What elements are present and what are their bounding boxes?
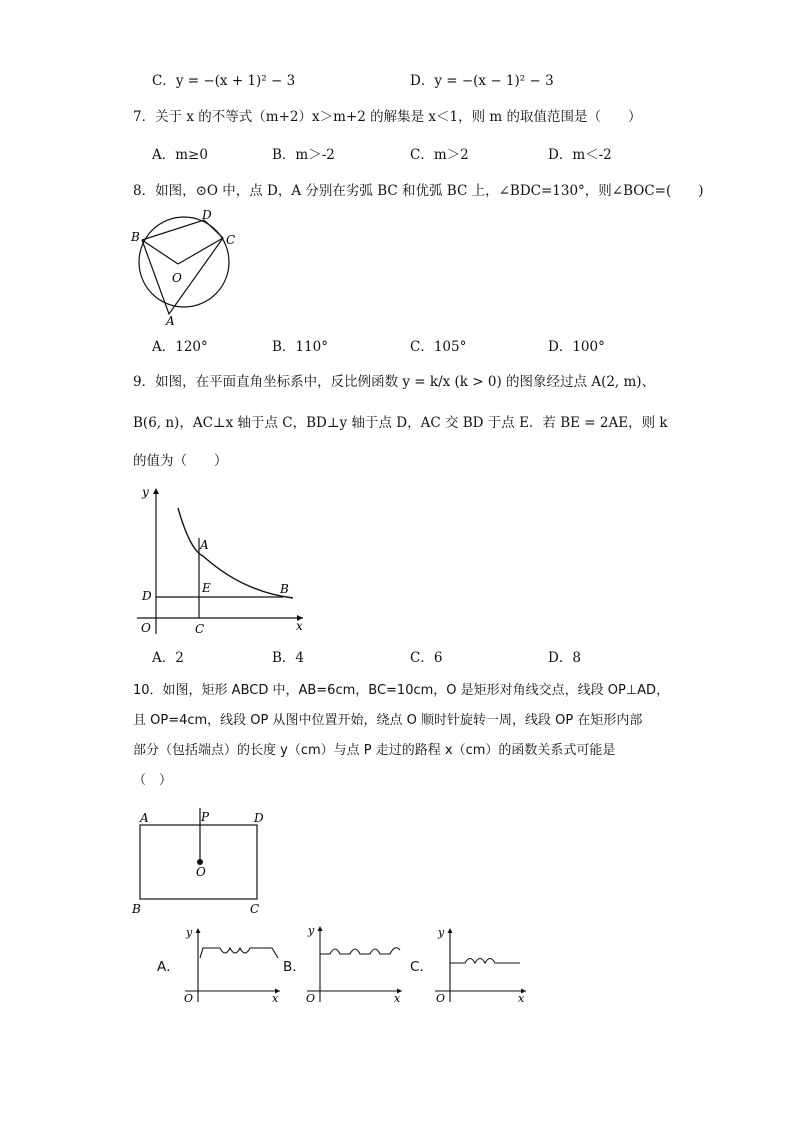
q10-graph-b-label-x: x bbox=[394, 992, 401, 1005]
q7-option-a: A．m≥0 bbox=[152, 147, 208, 163]
q10-graph-c bbox=[430, 924, 530, 1006]
q9-y-arrow bbox=[153, 488, 159, 494]
q10-graph-c-curve bbox=[450, 959, 520, 964]
q10-graph-c-y-arrow bbox=[448, 928, 453, 933]
q7-stem: 7．关于 x 的不等式（m+2）x＞m+2 的解集是 x＜1，则 m 的取值范围是（ ） bbox=[133, 109, 642, 125]
q9-stem-line1: 9．如图，在平面直角坐标系中，反比例函数 y = k/x (k > 0) 的图象经过点 A(2, m)、 bbox=[133, 374, 656, 390]
q9-hyperbola bbox=[178, 508, 293, 598]
q6-option-c: C．y = −(x + 1)² − 3 bbox=[152, 73, 296, 89]
q9-option-a: A．2 bbox=[152, 650, 184, 666]
q10-option-c-label: C． bbox=[410, 959, 433, 975]
q7-option-d: D．m＜-2 bbox=[548, 147, 612, 163]
q10-graph-c-label-o: O bbox=[436, 992, 446, 1005]
q10-label-b: B bbox=[132, 902, 141, 916]
q10-label-p: P bbox=[201, 810, 210, 824]
q9-stem-line2: B(6, n)，AC⊥x 轴于点 C，BD⊥y 轴于点 D，AC 交 BD 于点 E．若 BE = 2AE，则 k bbox=[133, 415, 668, 431]
q10-graph-b-label-y: y bbox=[308, 924, 315, 937]
q9-label-a: A bbox=[200, 538, 209, 552]
q9-label-o: O bbox=[141, 621, 151, 635]
q9-option-d: D．8 bbox=[548, 650, 581, 666]
q10-graph-a-y-arrow bbox=[196, 928, 201, 933]
q9-label-b: B bbox=[280, 582, 289, 596]
q10-label-o: O bbox=[196, 865, 206, 879]
q10-rectangle-figure bbox=[128, 802, 273, 920]
q8-option-c: C．105° bbox=[410, 339, 467, 355]
q8-segment-bo bbox=[142, 240, 178, 264]
q10-graph-a-curve bbox=[200, 948, 278, 958]
q9-label-y: y bbox=[142, 485, 149, 499]
q8-label-d: D bbox=[202, 208, 212, 222]
q10-graph-a-label-y: y bbox=[186, 926, 193, 939]
q10-graph-c-label-x: x bbox=[518, 992, 525, 1005]
q9-option-b: B．4 bbox=[272, 650, 305, 666]
q10-label-d: D bbox=[254, 811, 264, 825]
q10-graph-b-label-o: O bbox=[306, 992, 316, 1005]
q8-option-b: B．110° bbox=[272, 339, 328, 355]
q8-label-b: B bbox=[131, 230, 140, 244]
q10-stem-line3: 部分（包括端点）的长度 y（cm）与点 P 走过的路程 x（cm）的函数关系式可能是 bbox=[133, 743, 616, 758]
q9-label-d: D bbox=[142, 589, 152, 603]
q9-stem-line3: 的值为（ ） bbox=[133, 453, 228, 469]
q10-graph-b-curve bbox=[320, 948, 400, 954]
q10-graph-c-label-y: y bbox=[438, 926, 445, 939]
q10-graph-a-label-o: O bbox=[184, 992, 194, 1005]
q10-stem-line2: 且 OP=4cm，线段 OP 从图中位置开始，绕点 O 顺时针旋转一周，线段 OP 在矩形内部 bbox=[133, 713, 643, 728]
q9-graph-figure bbox=[133, 480, 313, 638]
q10-stem-line1: 10．如图，矩形 ABCD 中，AB=6cm，BC=10cm，O 是矩形对角线交点，线段 OP⊥AD， bbox=[133, 683, 670, 698]
q8-label-o: O bbox=[172, 271, 182, 285]
q8-label-c: C bbox=[226, 233, 236, 247]
q10-graph-b bbox=[302, 922, 407, 1006]
q7-option-b: B．m＞-2 bbox=[272, 147, 335, 163]
q8-option-d: D．100° bbox=[548, 339, 605, 355]
q6-option-d: D．y = −(x − 1)² − 3 bbox=[410, 73, 554, 89]
q10-option-a-label: A． bbox=[157, 959, 180, 975]
q10-graph-a-label-x: x bbox=[272, 992, 279, 1005]
q9-label-c: C bbox=[195, 622, 205, 636]
q8-segment-oc bbox=[178, 238, 223, 264]
q8-quadrilateral bbox=[142, 220, 223, 314]
q9-label-x: x bbox=[296, 619, 303, 633]
q8-circle-figure bbox=[128, 204, 243, 328]
q9-label-e: E bbox=[202, 581, 211, 595]
q8-option-a: A．120° bbox=[152, 339, 208, 355]
q10-stem-line4: （ ） bbox=[133, 773, 173, 788]
q7-option-c: C．m＞2 bbox=[410, 147, 469, 163]
q10-graph-b-y-arrow bbox=[318, 926, 323, 931]
q10-graph-a bbox=[180, 924, 285, 1006]
q10-option-b-label: B． bbox=[283, 959, 306, 975]
q8-label-a: A bbox=[166, 314, 175, 328]
q9-option-c: C．6 bbox=[410, 650, 443, 666]
q8-stem: 8．如图，⊙O 中，点 D，A 分别在劣弧 BC 和优弧 BC 上，∠BDC=130°，则∠BOC=( ) bbox=[133, 183, 704, 199]
q10-label-c: C bbox=[250, 902, 260, 916]
q10-label-a: A bbox=[140, 811, 149, 825]
